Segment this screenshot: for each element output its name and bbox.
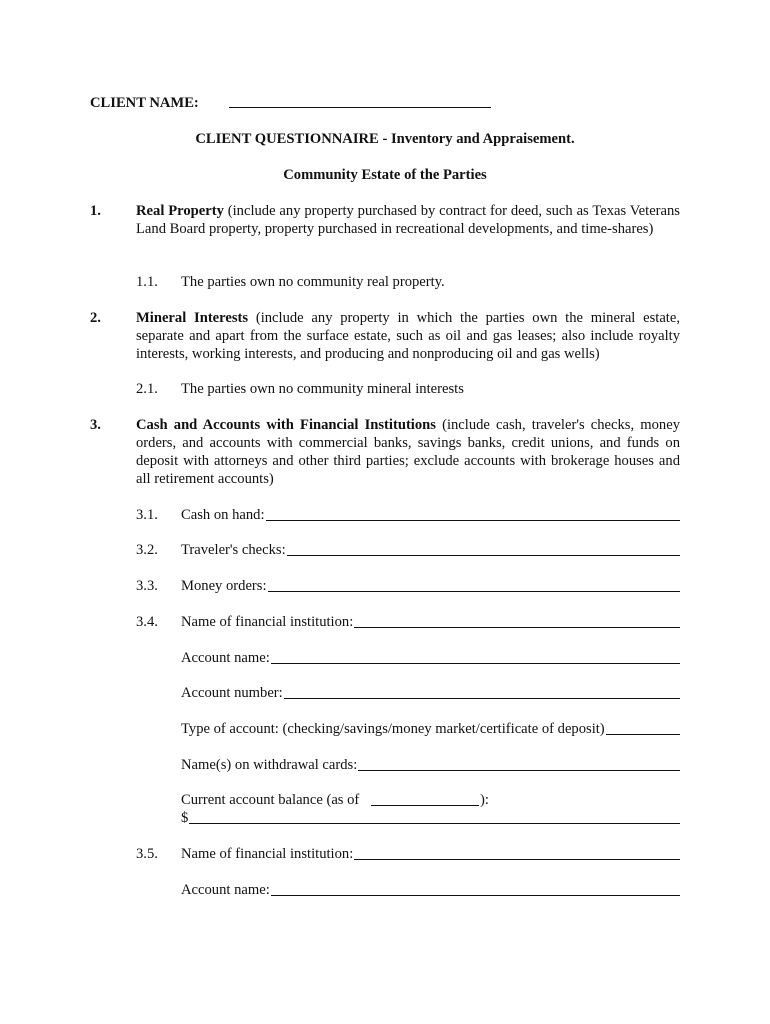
account-name-2-field[interactable] — [181, 881, 680, 899]
item-3-4-number: 3.4. — [136, 614, 158, 630]
page-subtitle: Community Estate of the Parties — [283, 167, 487, 183]
section-2-number: 2. — [90, 310, 101, 326]
travelers-checks-label: Traveler's checks: — [181, 542, 286, 558]
cash-on-hand-label: Cash on hand: — [181, 507, 265, 523]
item-2-1-number: 2.1. — [136, 381, 158, 397]
item-3-3-number: 3.3. — [136, 578, 158, 594]
financial-institution-label: Name of financial institution: — [181, 614, 354, 630]
item-1-1-text: The parties own no community real property. — [181, 274, 445, 290]
financial-institution-2-label: Name of financial institution: — [181, 846, 354, 862]
balance-label-close: ): — [480, 792, 489, 808]
item-1-1-number: 1.1. — [136, 274, 158, 290]
cash-on-hand-field[interactable] — [181, 506, 680, 524]
financial-institution-2-field[interactable] — [181, 845, 680, 863]
balance-amount-field[interactable] — [181, 809, 680, 827]
item-2-1-text: The parties own no community mineral interests — [181, 381, 464, 397]
financial-institution-field[interactable] — [181, 613, 680, 631]
item-3-2-number: 3.2. — [136, 542, 158, 558]
travelers-checks-field[interactable] — [181, 541, 680, 559]
item-3-1-number: 3.1. — [136, 507, 158, 523]
item-3-5-number: 3.5. — [136, 846, 158, 862]
page-title: CLIENT QUESTIONNAIRE - Inventory and Appraisement. — [195, 131, 575, 147]
withdrawal-cards-field[interactable] — [181, 756, 680, 774]
money-orders-field[interactable] — [181, 577, 680, 595]
account-number-field[interactable] — [181, 684, 680, 702]
type-of-account-label: Type of account: (checking/savings/money market/certificate of deposit) — [181, 721, 605, 737]
money-orders-label: Money orders: — [181, 578, 267, 594]
account-name-label: Account name: — [181, 650, 270, 666]
account-name-2-label: Account name: — [181, 882, 270, 898]
section-2-text: (include any property in which the parties own the mineral estate, separate and apart from the surface estate, such as oil and gas leases; also include royalty interests, working interests, and producing and nonproducing oil and gas wells) — [136, 310, 680, 362]
section-3-text: (include cash, traveler's checks, money orders, and accounts with commercial banks, savings banks, credit unions, and funds on deposit with attorneys and other third parties; exclude accounts with brokerage houses and all retirement accounts) — [136, 417, 680, 487]
section-1-text: (include any property purchased by contract for deed, such as Texas Veterans Land Board property, property purchased in recreational developments, and time-shares) — [136, 203, 680, 237]
account-number-label: Account number: — [181, 685, 283, 701]
section-3-heading: Cash and Accounts with Financial Institutions — [136, 417, 436, 433]
section-3-paragraph — [136, 416, 680, 488]
balance-date-field[interactable] — [371, 805, 479, 806]
withdrawal-cards-label: Name(s) on withdrawal cards: — [181, 757, 358, 773]
client-name-label: CLIENT NAME: — [90, 95, 199, 111]
section-2-paragraph — [136, 309, 680, 363]
account-name-field[interactable] — [181, 649, 680, 667]
type-of-account-field[interactable] — [181, 720, 680, 738]
client-name-field[interactable] — [229, 107, 491, 108]
dollar-sign: $ — [181, 810, 189, 826]
section-1-number: 1. — [90, 203, 101, 219]
section-1-heading: Real Property — [136, 203, 224, 219]
section-2-heading: Mineral Interests — [136, 310, 249, 326]
balance-label: Current account balance (as of — [181, 792, 360, 808]
section-1-paragraph — [136, 202, 680, 238]
section-3-number: 3. — [90, 417, 101, 433]
